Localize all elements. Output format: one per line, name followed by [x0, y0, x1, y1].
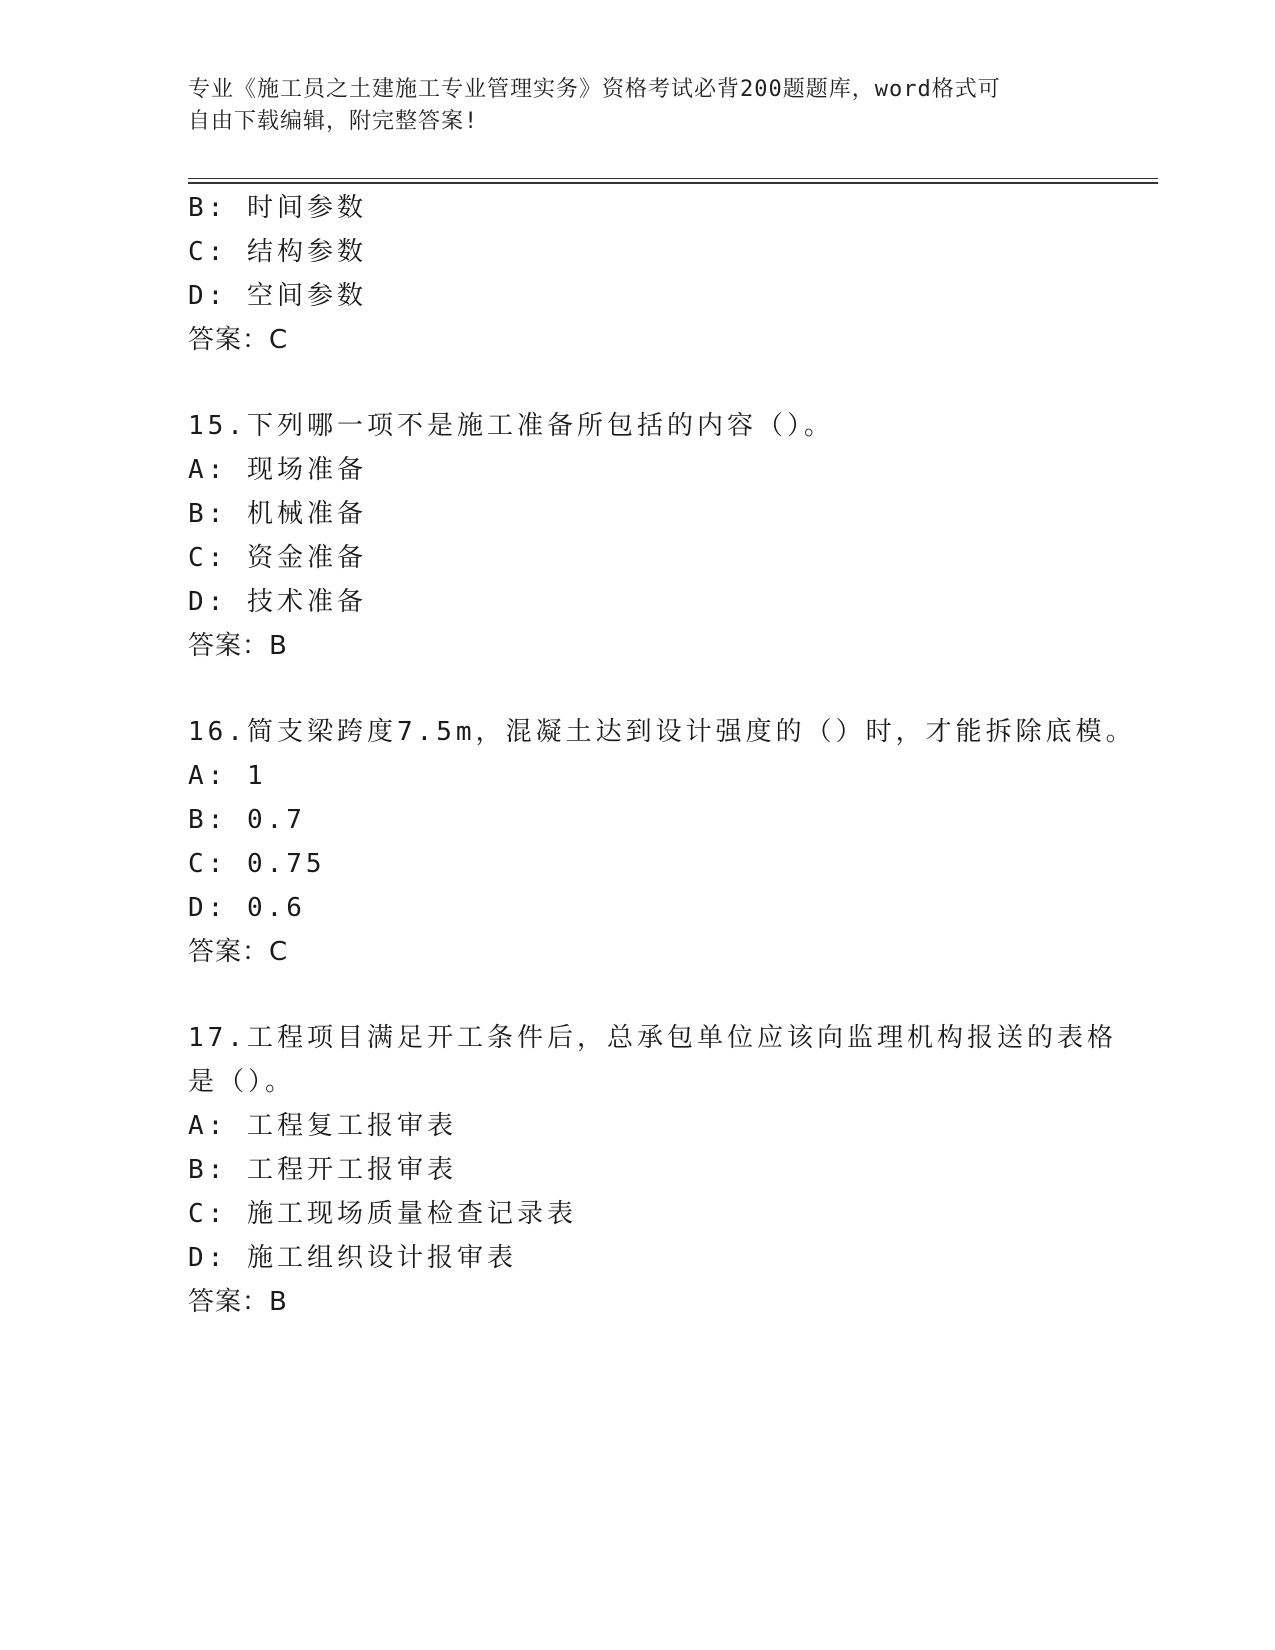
- q15-answer: 答案：B: [188, 631, 288, 661]
- q15-option-d: D: 技术准备: [188, 587, 367, 617]
- q16-option-b: B: 0.7: [188, 805, 306, 835]
- q17-option-b: B: 工程开工报审表: [188, 1155, 457, 1185]
- q15-option-c: C: 资金准备: [188, 543, 367, 573]
- q14-answer: 答案：C: [188, 325, 289, 355]
- q17-question-line-2: 是（）。: [188, 1067, 296, 1097]
- q17-option-a: A: 工程复工报审表: [188, 1111, 457, 1141]
- q15-option-a: A: 现场准备: [188, 455, 367, 485]
- header-line-2: 自由下载编辑，附完整答案!: [188, 109, 479, 134]
- q17-question-line-1: 17.工程项目满足开工条件后，总承包单位应该向监理机构报送的表格: [188, 1023, 1117, 1053]
- q14-option-b: B: 时间参数: [188, 193, 367, 223]
- q17-option-c: C: 施工现场质量检查记录表: [188, 1199, 577, 1229]
- q14-option-c: C: 结构参数: [188, 237, 367, 267]
- q17-option-d: D: 施工组织设计报审表: [188, 1243, 517, 1273]
- q16-question: 16.简支梁跨度7.5m，混凝土达到设计强度的（）时，才能拆除底模。: [188, 717, 1136, 747]
- q14-option-d: D: 空间参数: [188, 281, 367, 311]
- q15-question: 15.下列哪一项不是施工准备所包括的内容（）。: [188, 411, 834, 441]
- q17-answer: 答案：B: [188, 1287, 288, 1317]
- q16-option-c: C: 0.75: [188, 849, 326, 879]
- q16-option-d: D: 0.6: [188, 893, 306, 923]
- q16-option-a: A: 1: [188, 761, 267, 791]
- header-line-1: 专业《施工员之土建施工专业管理实务》资格考试必背200题题库，word格式可: [188, 77, 1001, 102]
- document-header: [188, 74, 1068, 138]
- q16-answer: 答案：C: [188, 937, 289, 967]
- q15-option-b: B: 机械准备: [188, 499, 367, 529]
- header-divider: [188, 178, 1158, 184]
